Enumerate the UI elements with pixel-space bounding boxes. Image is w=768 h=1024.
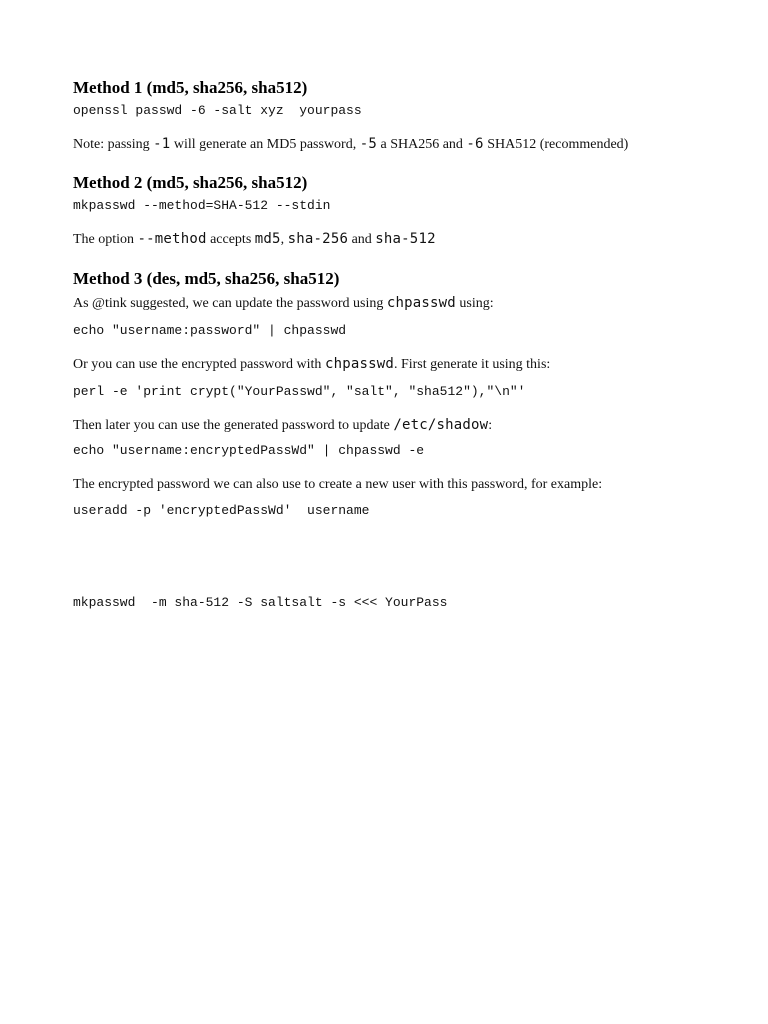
note-code-sha512-flag: -6 — [466, 136, 484, 152]
method3-command-perl: perl -e 'print crypt("YourPasswd", "salt", "sha512"),"\n"' — [73, 384, 526, 399]
method3-command-useradd: useradd -p 'encryptedPassWd' username — [73, 503, 370, 518]
method3-heading: Method 3 (des, md5, sha256, sha512) — [73, 269, 340, 288]
option-code-sha512: sha-512 — [375, 231, 436, 247]
option-text-1: The option — [73, 232, 138, 247]
method1-command: openssl passwd -6 -salt xyz yourpass — [73, 103, 362, 118]
note-code-sha256-flag: -5 — [359, 136, 377, 152]
option-text-4: and — [348, 232, 376, 247]
method3-new-user: The encrypted password we can also use to create a new user with this password, for example: — [73, 477, 603, 492]
note-text-4: SHA512 (recommended) — [483, 137, 629, 152]
intro-text-1: As @tink suggested, we can update the password using — [73, 296, 387, 311]
later-code-etc-shadow: /etc/shadow — [393, 417, 489, 433]
option-text-3: , — [280, 232, 288, 247]
later-text-1: Then later you can use the generated password to update — [73, 418, 394, 433]
option-code-md5: md5 — [254, 231, 281, 247]
encrypted-text-1: Or you can use the encrypted password with — [73, 357, 325, 372]
later-text-2: : — [488, 418, 493, 433]
note-text-1: Note: passing — [73, 137, 154, 152]
method1-heading: Method 1 (md5, sha256, sha512) — [73, 78, 308, 97]
encrypted-text-2: . First generate it using this: — [393, 357, 551, 372]
encrypted-code-chpasswd: chpasswd — [324, 356, 394, 372]
method3-intro — [73, 296, 494, 311]
method2-command: mkpasswd --method=SHA-512 --stdin — [73, 198, 331, 213]
option-code-sha256: sha-256 — [287, 231, 349, 247]
extra-command-mkpasswd: mkpasswd -m sha-512 -S saltsalt -s <<< YourPass — [73, 595, 448, 610]
method1-note — [73, 137, 628, 152]
method3-command-chpasswd-e: echo "username:encryptedPassWd" | chpasswd -e — [73, 443, 425, 458]
method2-option-line — [73, 232, 436, 247]
intro-code-chpasswd: chpasswd — [386, 295, 456, 311]
method3-command-chpasswd: echo "username:password" | chpasswd — [73, 323, 347, 338]
method3-later — [73, 418, 492, 433]
note-text-2: will generate an MD5 password, — [170, 137, 360, 152]
option-code-method: --method — [137, 231, 207, 247]
option-text-2: accepts — [206, 232, 255, 247]
note-code-md5-flag: -1 — [153, 136, 171, 152]
method2-heading: Method 2 (md5, sha256, sha512) — [73, 173, 308, 192]
note-text-3: a SHA256 and — [376, 137, 467, 152]
intro-text-2: using: — [455, 296, 494, 311]
method3-encrypted-intro — [73, 357, 550, 372]
